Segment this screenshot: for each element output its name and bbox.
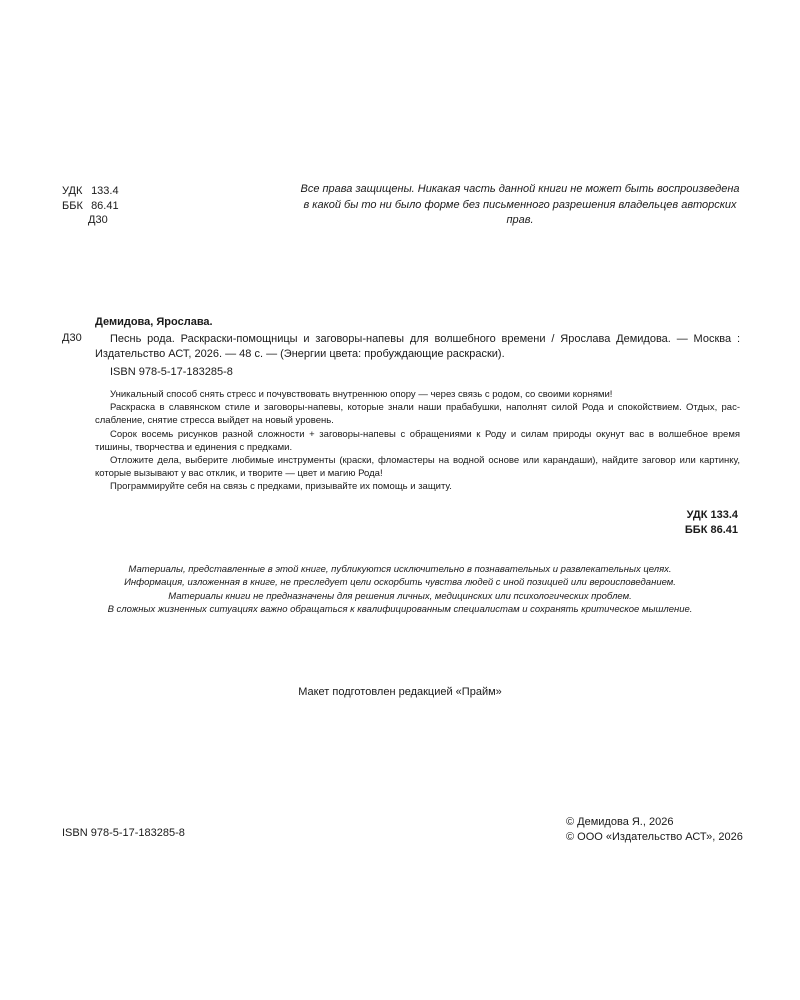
isbn-main: ISBN 978-5-17-183285-8: [110, 366, 233, 378]
isbn-bottom: ISBN 978-5-17-183285-8: [62, 827, 185, 839]
bbk-label: ББК: [62, 199, 83, 212]
bbk-right: ББК 86.41: [684, 523, 738, 536]
annotation-paragraph: Отложите дела, выберите любимые инструменты (краски, фломастеры на водной основе или карандаши), найдите заговор или картинку, которые вызывают у вас отклик, и творите — цвет и магию Рода!: [95, 455, 740, 480]
rights-notice: Все права защищены. Никакая часть данной книги не может быть воспроизведена в какой бы то ни было форме без письменного разрешения владельцев авторских прав.: [300, 183, 740, 226]
prepared-by: Макет подготовлен редакцией «Прайм»: [298, 686, 502, 698]
disclaimer: [60, 563, 740, 616]
copyright-author: © Демидова Я., 2026: [566, 816, 674, 828]
author-heading: Демидова, Ярослава.: [95, 316, 213, 328]
author-code-margin: Д30: [62, 332, 82, 344]
disclaimer-line: В сложных жизненных ситуациях важно обращаться к квалифицированным специалистам и сохранять критическое мышление.: [107, 603, 693, 615]
disclaimer-line: Материалы, представленные в этой книге, публикуются исключительно в познавательных и развлекательных целях.: [128, 564, 672, 575]
bbk-row: [62, 199, 119, 214]
copyright-block: [566, 815, 743, 845]
disclaimer-line: Материалы книги не предназначены для решения личных, медицинских или психологических проблем.: [168, 590, 632, 602]
udk-label: УДК: [62, 185, 83, 197]
annotation-paragraph: Программируйте себя на связь с предками, призывайте их помощь и защиту.: [110, 481, 452, 493]
classification-right: [685, 508, 738, 537]
annotation-paragraph: Раскраска в славянском стиле и заговоры-напевы, которые знали наши прабабушки, наполнят силой Рода и спокойствием. Отдых, расслабление, снятие стресса выйдет на новый уровень.: [95, 402, 740, 427]
udk-row: [62, 184, 119, 199]
copyright-publisher: © ООО «Издательство АСТ», 2026: [566, 831, 743, 843]
annotation: [95, 388, 740, 494]
udk-value: 133.4: [91, 185, 119, 197]
annotation-paragraph: Уникальный способ снять стресс и почувствовать внутреннюю опору — через связь с родом, со своими корнями!: [110, 389, 613, 400]
udk-right: УДК 133.4: [686, 509, 738, 521]
bbk-value: 86.41: [91, 199, 119, 212]
annotation-paragraph: Сорок восемь рисунков разной сложности + заговоры-напевы с обращениями к Роду и силам природы окунут вас в волшебное время тишины, творчества и единения с предками.: [95, 428, 740, 453]
disclaimer-line: Информация, изложенная в книге, не преследует цели оскорбить чувства людей с иной позицией или вероисповеданием.: [124, 577, 676, 589]
bibliographic-entry: Песнь рода. Раскраски-помощницы и заговоры-напевы для волшебного времени / Ярослава Демидова. — Москва : Издательство АСТ, 2026. — 48 с. — (Энергии цвета: пробуждающие раскраски).: [95, 333, 740, 360]
classification-codes: [62, 184, 119, 228]
author-sign: Д30: [88, 214, 108, 226]
